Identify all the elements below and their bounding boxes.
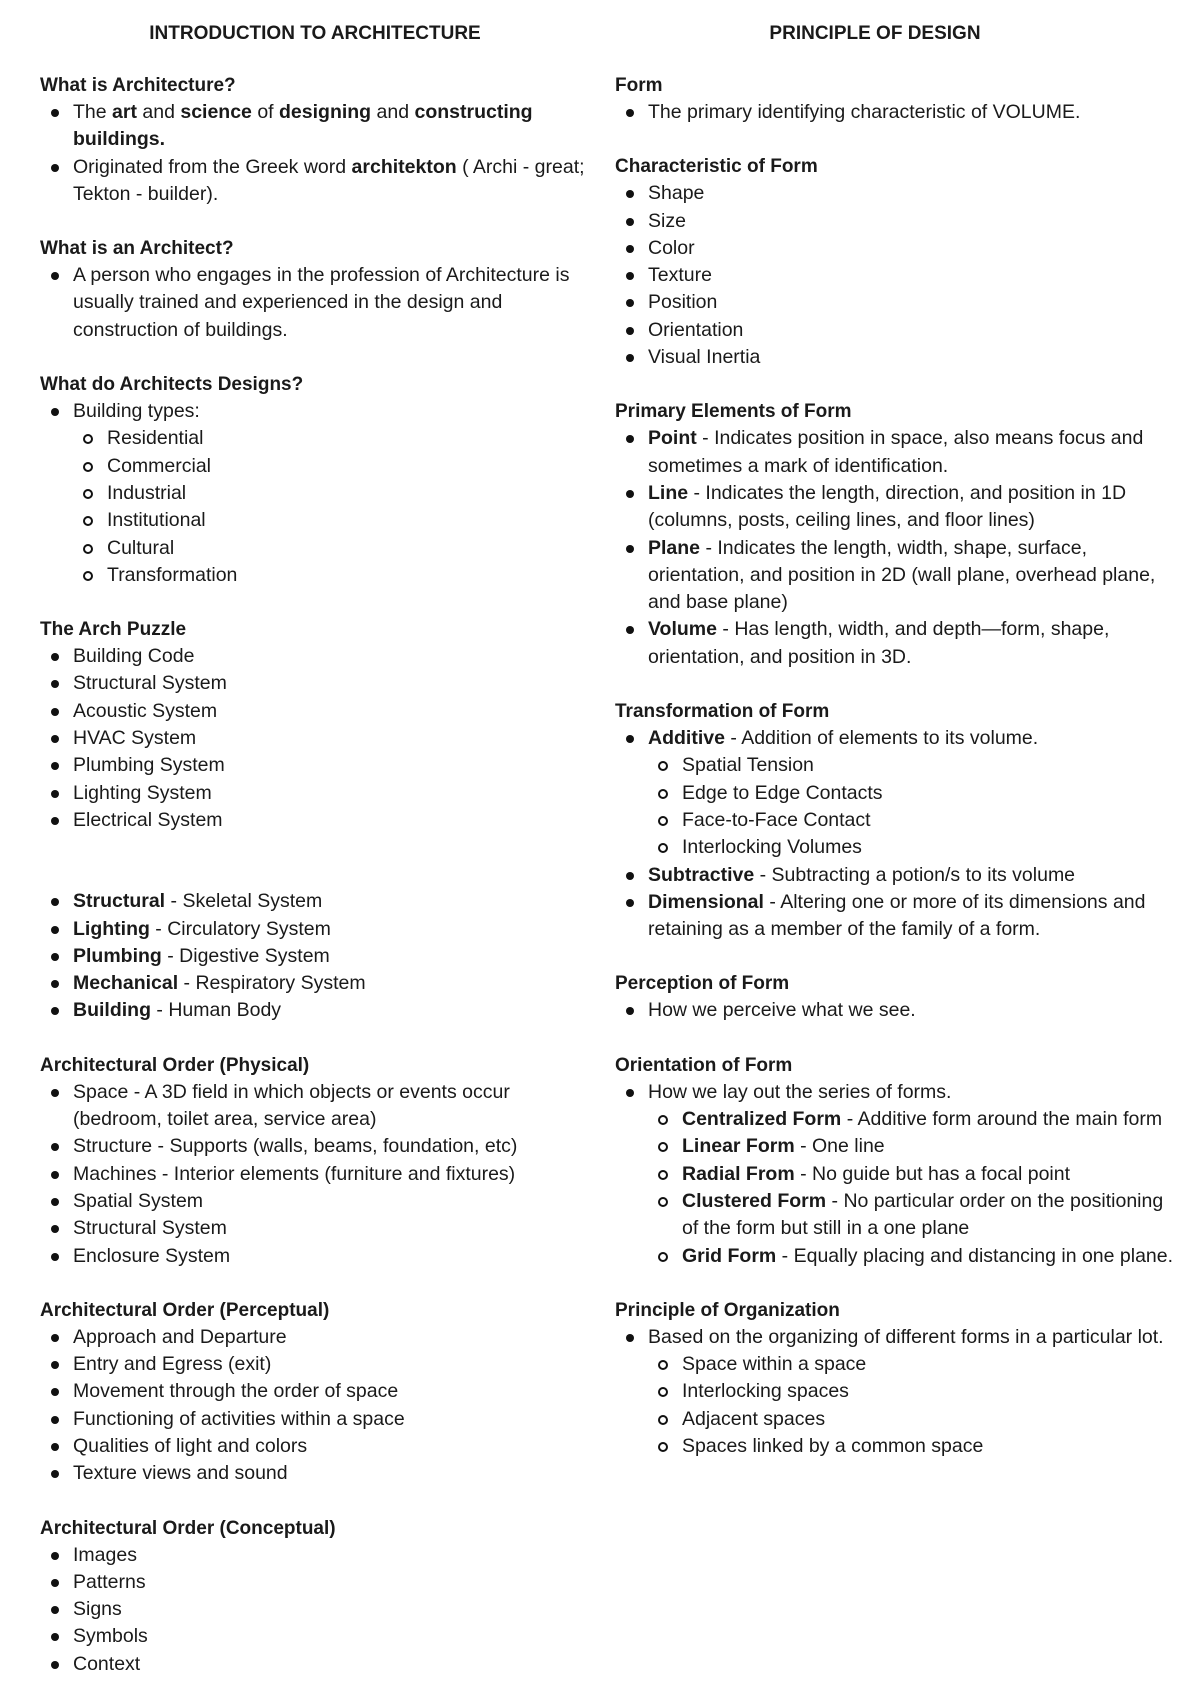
sub-list-item: Interlocking spaces [648, 1378, 1175, 1405]
section-perception-of-form [615, 970, 1175, 1024]
list-item: Position [615, 289, 1175, 316]
list-item: Shape [615, 180, 1175, 207]
list-item: Volume - Has length, width, and depth—form, shape, orientation, and position in 3D. [615, 616, 1175, 671]
list-item: Mechanical - Respiratory System [40, 970, 600, 997]
list-item: How we perceive what we see. [615, 997, 1175, 1024]
section-primary-elements [615, 398, 1175, 671]
list-item: Visual Inertia [615, 344, 1175, 371]
sub-list-item: Edge to Edge Contacts [648, 780, 1175, 807]
list-item: Additive - Addition of elements to its volume. Spatial Tension Edge to Edge Contacts Face-to-Face Contact Interlocking Volumes [615, 725, 1175, 861]
list-item: Based on the organizing of different forms in a particular lot. Space within a space Interlocking spaces Adjacent spaces Spaces linked by a common space [615, 1324, 1175, 1460]
section-what-is-architecture [40, 72, 600, 208]
list-item: How we lay out the series of forms. Centralized Form - Additive form around the main form Linear Form - One line Radial From - No guide but has a focal point Clustered Form - No particular order on the positioning of the form but still in a one plane Grid Form - Equally placing and distancing in one plane. [615, 1079, 1175, 1270]
list-item: Images [40, 1542, 600, 1569]
list-item: Movement through the order of space [40, 1378, 600, 1405]
section-heading: Architectural Order (Physical) [40, 1054, 310, 1076]
list-item: HVAC System [40, 725, 600, 752]
section-heading: What is Architecture? [40, 75, 236, 96]
list-item: Enclosure System [40, 1243, 600, 1270]
section-architects-designs [40, 371, 600, 589]
sub-list-item: Linear Form - One line [648, 1133, 1175, 1160]
list-item: Signs [40, 1596, 600, 1623]
sub-list-item: Interlocking Volumes [648, 834, 1175, 861]
section-heading: Transformation of Form [615, 701, 830, 723]
section-heading: Primary Elements of Form [615, 401, 852, 423]
list-item: Line - Indicates the length, direction, and position in 1D (columns, posts, ceiling lines, and floor lines) [615, 480, 1175, 535]
sub-list-item: Grid Form - Equally placing and distancing in one plane. [648, 1243, 1175, 1270]
list-item: Color [615, 235, 1175, 262]
list-item: Orientation [615, 317, 1175, 344]
sub-list-item: Transformation [73, 562, 600, 589]
spacer [40, 834, 600, 888]
section-characteristic-of-form [615, 153, 1175, 371]
list-item: Acoustic System [40, 698, 600, 725]
section-heading: Orientation of Form [615, 1054, 793, 1076]
section-heading: Characteristic of Form [615, 156, 818, 178]
list-item: Lighting System [40, 780, 600, 807]
list-item: Qualities of light and colors [40, 1433, 600, 1460]
sub-list-item: Industrial [73, 480, 600, 507]
sub-list-item: Adjacent spaces [648, 1406, 1175, 1433]
list-item: Texture [615, 262, 1175, 289]
sub-list-item: Institutional [73, 507, 600, 534]
list-item: Structural System [40, 1215, 600, 1242]
list-item: The primary identifying characteristic of VOLUME. [615, 99, 1175, 126]
section-transformation-of-form [615, 698, 1175, 943]
list-item: Originated from the Greek word architekton ( Archi - great; Tekton - builder). [40, 154, 600, 209]
sub-list-item: Radial From - No guide but has a focal point [648, 1161, 1175, 1188]
list-item: Building - Human Body [40, 997, 600, 1024]
section-order-physical [40, 1052, 600, 1270]
sub-list-item: Commercial [73, 453, 600, 480]
right-column-title: PRINCIPLE OF DESIGN [769, 23, 981, 44]
section-what-is-architect [40, 235, 600, 344]
sub-list-item: Face-to-Face Contact [648, 807, 1175, 834]
sub-list-item: Residential [73, 425, 600, 452]
list-item: Plumbing - Digestive System [40, 943, 600, 970]
list-item: Texture views and sound [40, 1460, 600, 1487]
list-item: Lighting - Circulatory System [40, 916, 600, 943]
section-heading: What do Architects Designs? [40, 374, 304, 396]
sub-list-item: Spaces linked by a common space [648, 1433, 1175, 1460]
list-item: Subtractive - Subtracting a potion/s to its volume [615, 862, 1175, 889]
section-form [615, 72, 1175, 126]
list-item: Machines - Interior elements (furniture and fixtures) [40, 1161, 600, 1188]
list-item: Plane - Indicates the length, width, shape, surface, orientation, and position in 2D (wall plane, overhead plane, and base plane) [615, 535, 1175, 617]
section-heading: Architectural Order (Conceptual) [40, 1517, 336, 1539]
list-item: The art and science of designing and constructing buildings. [40, 99, 600, 154]
list-item: Plumbing System [40, 752, 600, 779]
section-body-analogy [40, 888, 600, 1024]
section-heading: The Arch Puzzle [40, 619, 187, 641]
list-item: Structural System [40, 670, 600, 697]
sub-list-item: Centralized Form - Additive form around the main form [648, 1106, 1175, 1133]
list-item: Space - A 3D field in which objects or events occur (bedroom, toilet area, service area) [40, 1079, 600, 1134]
list-item: Patterns [40, 1569, 600, 1596]
section-principle-of-organization [615, 1297, 1175, 1460]
list-item: Building types: Residential Commercial Industrial Institutional Cultural Transformation [40, 398, 600, 589]
left-column-title: INTRODUCTION TO ARCHITECTURE [149, 23, 481, 44]
list-item: Dimensional - Altering one or more of its dimensions and retaining as a member of the family of a form. [615, 889, 1175, 944]
list-item: Functioning of activities within a space [40, 1406, 600, 1433]
list-item: Structural - Skeletal System [40, 888, 600, 915]
list-item: Approach and Departure [40, 1324, 600, 1351]
list-item: Electrical System [40, 807, 600, 834]
section-heading: Perception of Form [615, 973, 790, 995]
list-item: Building Code [40, 643, 600, 670]
section-heading: What is an Architect? [40, 238, 234, 260]
section-order-conceptual [40, 1515, 600, 1678]
list-item: Symbols [40, 1623, 600, 1650]
section-order-perceptual [40, 1297, 600, 1488]
sub-list-item: Space within a space [648, 1351, 1175, 1378]
section-orientation-of-form [615, 1052, 1175, 1270]
section-heading: Form [615, 75, 663, 96]
section-heading: Architectural Order (Perceptual) [40, 1299, 330, 1321]
left-column [40, 20, 600, 1705]
section-arch-puzzle [40, 616, 600, 834]
list-item: Entry and Egress (exit) [40, 1351, 600, 1378]
list-item: Size [615, 208, 1175, 235]
list-item: Point - Indicates position in space, also means focus and sometimes a mark of identification. [615, 425, 1175, 480]
sub-list-item: Cultural [73, 535, 600, 562]
sub-list-item: Spatial Tension [648, 752, 1175, 779]
section-heading: Principle of Organization [615, 1299, 840, 1321]
list-item: Context [40, 1651, 600, 1678]
right-column [615, 20, 1175, 1487]
list-item: Structure - Supports (walls, beams, foundation, etc) [40, 1133, 600, 1160]
list-item: A person who engages in the profession of Architecture is usually trained and experienced in the design and construction of buildings. [40, 262, 600, 344]
list-item: Spatial System [40, 1188, 600, 1215]
sub-list-item: Clustered Form - No particular order on the positioning of the form but still in a one plane [648, 1188, 1175, 1243]
